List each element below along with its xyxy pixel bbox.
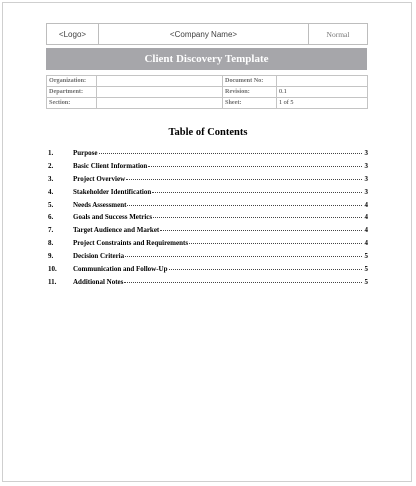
- toc-entry[interactable]: [48, 175, 368, 188]
- toc-number: 7.: [48, 226, 54, 235]
- toc-page: 3: [364, 161, 368, 170]
- section-label: Section:: [47, 98, 97, 109]
- toc-entry[interactable]: [48, 252, 368, 265]
- toc-entry[interactable]: [48, 213, 368, 226]
- toc-title: Basic Client Information: [73, 161, 148, 170]
- organization-label: Organization:: [47, 76, 97, 87]
- organization-value: [97, 76, 223, 87]
- toc-leader: [189, 243, 362, 244]
- toc-number: 6.: [48, 213, 54, 222]
- toc-entry[interactable]: [48, 149, 368, 162]
- document-header: [46, 23, 368, 45]
- toc-number: 5.: [48, 200, 54, 209]
- toc-number: 11.: [48, 277, 57, 286]
- toc-title: Project Constraints and Requirements: [73, 239, 189, 248]
- toc-entry[interactable]: [48, 188, 368, 201]
- toc-number: 3.: [48, 174, 54, 183]
- toc-page: 5: [364, 277, 368, 286]
- toc-leader: [169, 269, 362, 270]
- toc-title: Additional Notes: [73, 277, 124, 286]
- toc-number: 1.: [48, 149, 54, 157]
- toc-number: 2.: [48, 161, 54, 170]
- document-info-table: [46, 75, 368, 109]
- toc-title: Decision Criteria: [73, 252, 125, 261]
- toc-leader: [152, 192, 362, 193]
- toc-leader: [153, 217, 362, 218]
- toc-title: Target Audience and Market: [73, 226, 160, 235]
- toc-heading: Table of Contents: [168, 127, 248, 138]
- toc-number: 10.: [48, 265, 57, 274]
- toc-entry[interactable]: [48, 265, 368, 278]
- toc-leader: [99, 153, 363, 154]
- toc-leader: [148, 166, 362, 167]
- logo-placeholder: <Logo>: [47, 24, 99, 45]
- toc-page: 4: [364, 213, 368, 222]
- toc-page: 4: [364, 200, 368, 209]
- toc-title: Project Overview: [73, 174, 126, 183]
- department-value: [97, 87, 223, 98]
- revision-value: 0.1: [277, 87, 368, 98]
- toc-entry[interactable]: [48, 278, 368, 291]
- toc-page: 3: [364, 149, 368, 157]
- toc-leader: [127, 205, 362, 206]
- toc-title: Goals and Success Metrics: [73, 213, 153, 222]
- toc-number: 4.: [48, 187, 54, 196]
- status-label: Normal: [309, 24, 368, 45]
- toc-title: Purpose: [73, 149, 98, 157]
- toc-leader: [126, 179, 362, 180]
- revision-label: Revision:: [223, 87, 277, 98]
- toc-entry[interactable]: [48, 201, 368, 214]
- toc-page: 3: [364, 187, 368, 196]
- document-no-value: [277, 76, 368, 87]
- toc-title: Needs Assessment: [73, 200, 127, 209]
- toc-page: 5: [364, 265, 368, 274]
- department-label: Department:: [47, 87, 97, 98]
- sheet-label: Sheet:: [223, 98, 277, 109]
- toc-title: Communication and Follow-Up: [73, 265, 168, 274]
- company-name: <Company Name>: [99, 24, 309, 45]
- toc-number: 8.: [48, 239, 54, 248]
- toc-leader: [160, 230, 362, 231]
- toc-page: 3: [364, 174, 368, 183]
- toc-title: Stakeholder Identification: [73, 187, 152, 196]
- section-value: [97, 98, 223, 109]
- toc-page: 5: [364, 252, 368, 261]
- toc-entry[interactable]: [48, 226, 368, 239]
- document-no-label: Document No:: [223, 76, 277, 87]
- sheet-value: 1 of 5: [277, 98, 368, 109]
- toc-page: 4: [364, 226, 368, 235]
- toc-number: 9.: [48, 252, 54, 261]
- toc-entry[interactable]: [48, 239, 368, 252]
- toc-leader: [125, 256, 362, 257]
- toc-leader: [124, 282, 362, 283]
- table-of-contents: [48, 149, 368, 291]
- toc-entry[interactable]: [48, 162, 368, 175]
- document-title: Client Discovery Template: [46, 48, 367, 70]
- toc-page: 4: [364, 239, 368, 248]
